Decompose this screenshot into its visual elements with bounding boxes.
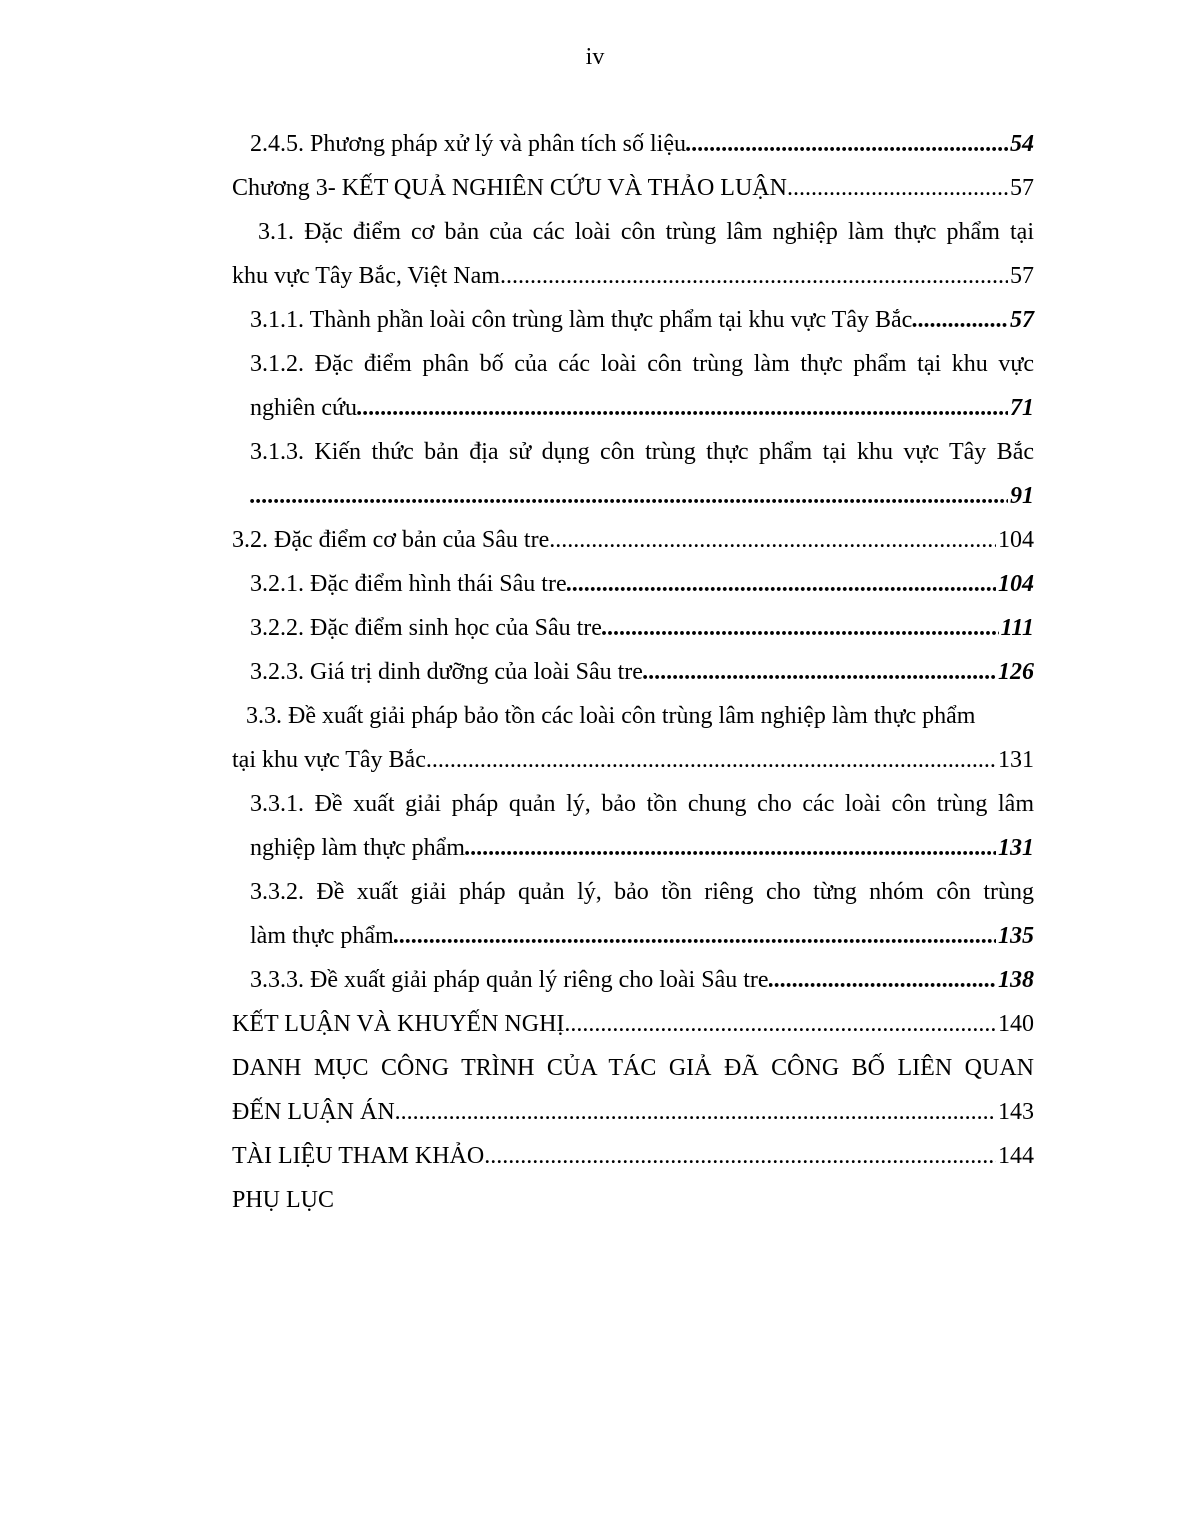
toc-leader (602, 606, 999, 650)
toc-page-number: 57 (1010, 263, 1034, 289)
toc-entry-3-3-1-cont[interactable] (232, 826, 1034, 870)
toc-entry-3-2-3[interactable] (232, 650, 1034, 694)
toc-entry-title: 3.2.3. Giá trị dinh dưỡng của loài Sâu tre (250, 659, 643, 685)
toc-leader (357, 386, 1008, 430)
toc-entry-title: 3.1.3. Kiến thức bản địa sử dụng côn trùng thực phẩm tại khu vực Tây Bắc (250, 439, 1034, 465)
toc-entry-3-1-3[interactable] (232, 430, 1034, 474)
toc-page-number: 140 (998, 1011, 1034, 1037)
toc-entry-conclusion[interactable] (232, 1002, 1034, 1046)
toc-leader (686, 122, 1008, 166)
toc-entry-title-cont: tại khu vực Tây Bắc (232, 747, 426, 773)
toc-leader (465, 826, 996, 870)
toc-page-number: 143 (998, 1099, 1034, 1125)
toc-leader (787, 166, 1008, 210)
toc-entry-title: DANH MỤC CÔNG TRÌNH CỦA TÁC GIẢ ĐÃ CÔNG BỐ LIÊN QUAN (232, 1055, 1034, 1081)
toc-page-number: 135 (998, 923, 1034, 949)
toc-leader (912, 298, 1008, 342)
toc-entry-appendix[interactable] (232, 1178, 1034, 1222)
toc-entry-3-3-1[interactable] (232, 782, 1034, 826)
toc-page-number: 91 (1010, 483, 1034, 509)
toc-entry-title: PHỤ LỤC (232, 1187, 335, 1213)
toc-entry-title: 2.4.5. Phương pháp xử lý và phân tích số liệu (250, 131, 686, 157)
toc-entry-3-2[interactable] (232, 518, 1034, 562)
toc-leader (549, 518, 996, 562)
toc-page-number: 138 (998, 967, 1034, 993)
toc-entry-title: 3.1. Đặc điểm cơ bản của các loài côn trùng lâm nghiệp làm thực phẩm tại (258, 219, 1034, 245)
toc-entry-2-4-5[interactable] (232, 122, 1034, 166)
toc-entry-title: 3.3. Đề xuất giải pháp bảo tồn các loài côn trùng lâm nghiệp làm thực phẩm (246, 703, 976, 729)
toc-entry-title: KẾT LUẬN VÀ KHUYẾN NGHỊ (232, 1011, 565, 1037)
toc-leader (484, 1134, 996, 1178)
toc-page-number: 104 (998, 571, 1034, 597)
toc-page-number: 144 (998, 1143, 1034, 1169)
toc-entry-title: TÀI LIỆU THAM KHẢO (232, 1143, 485, 1169)
toc-entry-3-1-1[interactable] (232, 298, 1034, 342)
toc-entry-title: 3.1.2. Đặc điểm phân bố của các loài côn trùng làm thực phẩm tại khu vực (250, 351, 1034, 377)
toc-page-number: 126 (998, 659, 1034, 685)
toc-entry-title-cont: nghiên cứu (250, 395, 357, 421)
toc-entry-publications[interactable] (232, 1046, 1034, 1090)
toc-entry-3-2-2[interactable] (232, 606, 1034, 650)
toc-leader (769, 958, 996, 1002)
toc-entry-chapter-3[interactable] (232, 166, 1034, 210)
toc-entry-title: 3.3.1. Đề xuất giải pháp quản lý, bảo tồn chung cho các loài côn trùng lâm (250, 791, 1034, 817)
toc-leader (500, 254, 1008, 298)
toc-leader (567, 562, 996, 606)
toc-entry-title: 3.3.2. Đề xuất giải pháp quản lý, bảo tồn riêng cho từng nhóm côn trùng (250, 879, 1034, 905)
toc-entry-3-2-1[interactable] (232, 562, 1034, 606)
toc-entry-3-3-2-cont[interactable] (232, 914, 1034, 958)
toc-page-number: 131 (998, 835, 1034, 861)
toc-leader (564, 1002, 996, 1046)
toc-entry-title-cont: nghiệp làm thực phẩm (250, 835, 465, 861)
toc-page-number: 54 (1010, 131, 1034, 157)
toc-entry-title: Chương 3- KẾT QUẢ NGHIÊN CỨU VÀ THẢO LUẬN (232, 175, 787, 201)
toc-page-number: 71 (1010, 395, 1034, 421)
toc-page-number: 57 (1010, 175, 1034, 201)
toc-entry-3-3-3[interactable] (232, 958, 1034, 1002)
toc-entry-title: 3.3.3. Đề xuất giải pháp quản lý riêng cho loài Sâu tre (250, 967, 769, 993)
toc-entry-3-1[interactable] (232, 210, 1034, 254)
toc-entry-3-1-3-cont[interactable] (232, 474, 1034, 518)
toc-entry-publications-cont[interactable] (232, 1090, 1034, 1134)
toc-entry-3-1-2-cont[interactable] (232, 386, 1034, 430)
toc-page-number: 111 (1000, 615, 1034, 641)
toc-page-number: 131 (998, 747, 1034, 773)
toc-leader (250, 474, 1008, 518)
toc-entry-title: 3.1.1. Thành phần loài côn trùng làm thực phẩm tại khu vực Tây Bắc (250, 307, 913, 333)
toc-entry-title-cont: làm thực phẩm (250, 923, 394, 949)
toc-page-number: 57 (1010, 307, 1034, 333)
toc-entry-references[interactable] (232, 1134, 1034, 1178)
toc-leader (395, 1090, 996, 1134)
toc-page-number: 104 (998, 527, 1034, 553)
toc-entry-title-cont: khu vực Tây Bắc, Việt Nam (232, 263, 500, 289)
toc-leader (426, 738, 996, 782)
toc-entry-title: 3.2.1. Đặc điểm hình thái Sâu tre (250, 571, 567, 597)
toc-entry-3-1-cont[interactable] (232, 254, 1034, 298)
toc-entry-3-3[interactable] (232, 694, 1034, 738)
table-of-contents (232, 122, 1034, 1222)
toc-entry-title: 3.2.2. Đặc điểm sinh học của Sâu tre (250, 615, 602, 641)
toc-leader (394, 914, 996, 958)
toc-entry-3-3-2[interactable] (232, 870, 1034, 914)
toc-entry-3-3-cont[interactable] (232, 738, 1034, 782)
toc-entry-title-cont: ĐẾN LUẬN ÁN (232, 1099, 395, 1125)
toc-entry-title: 3.2. Đặc điểm cơ bản của Sâu tre (232, 527, 550, 553)
toc-entry-3-1-2[interactable] (232, 342, 1034, 386)
page-number: iv (585, 44, 605, 70)
toc-leader (643, 650, 996, 694)
